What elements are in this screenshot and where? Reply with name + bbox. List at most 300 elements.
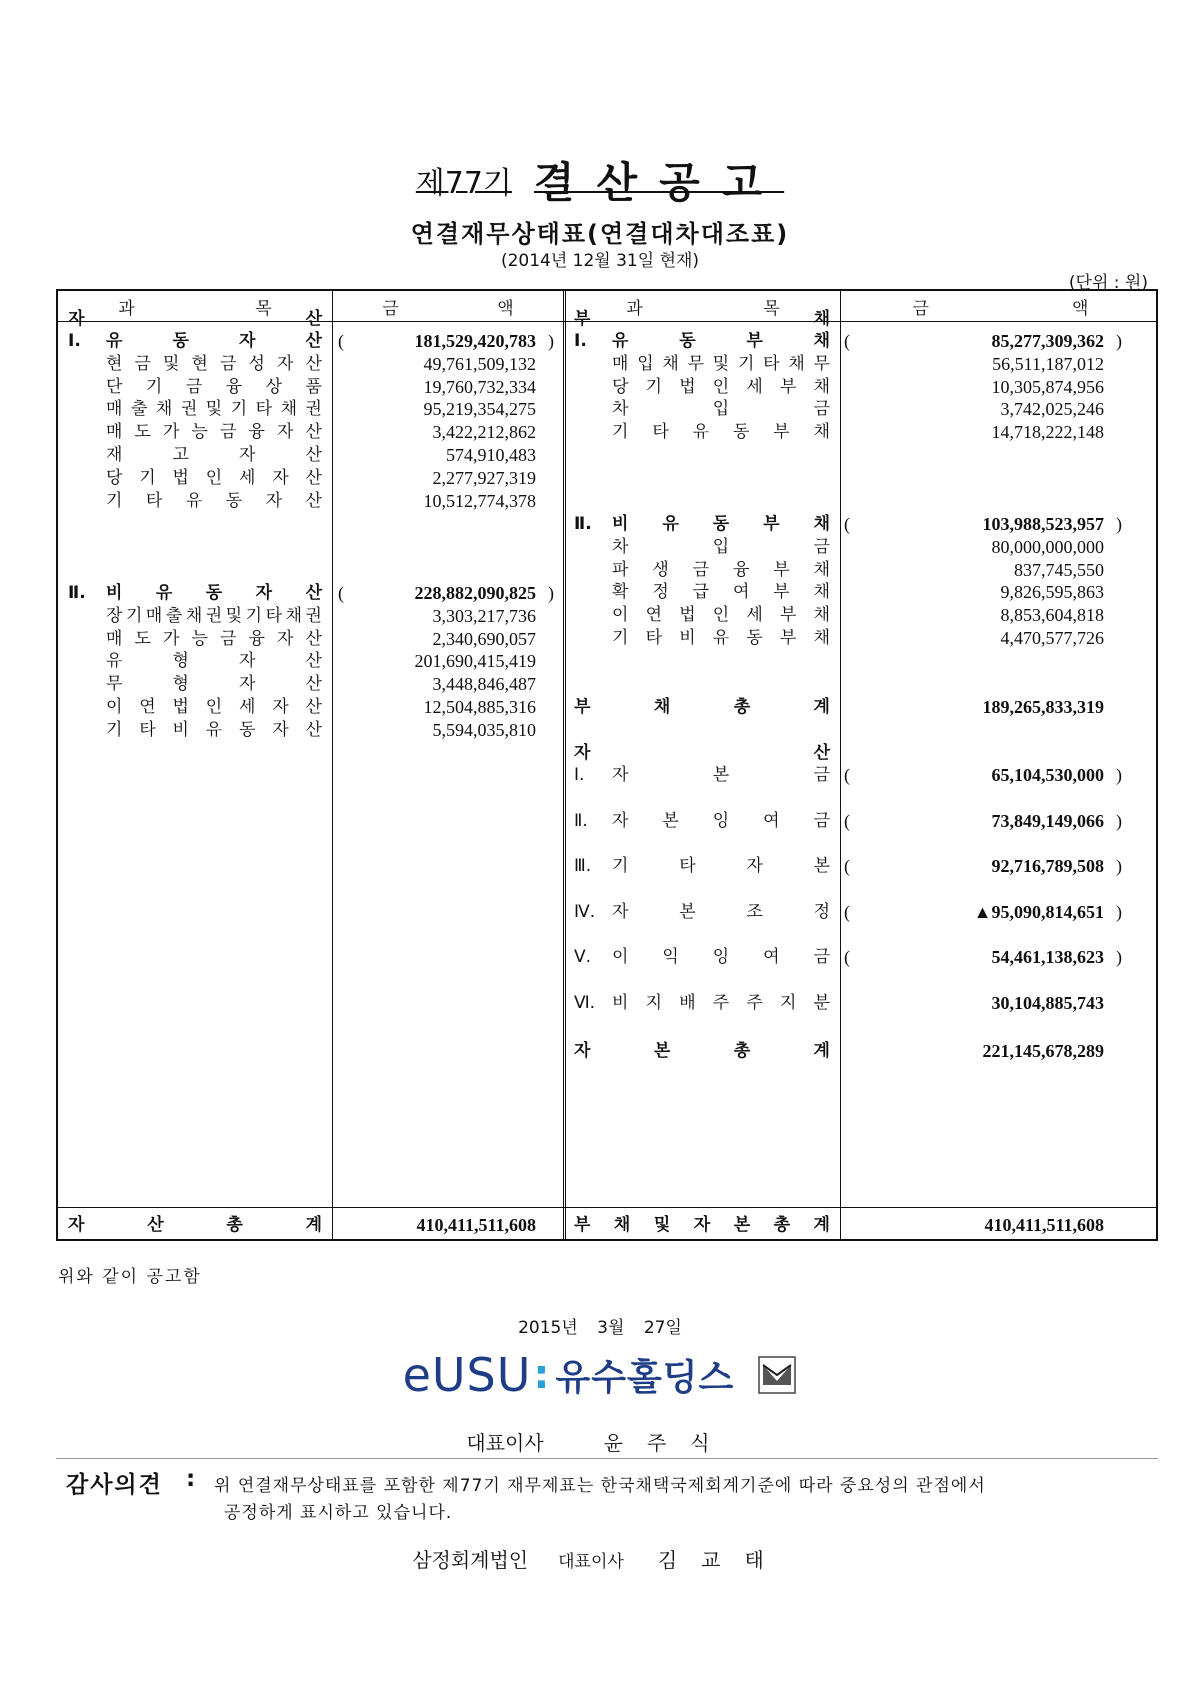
title-block <box>0 150 1200 210</box>
close-paren: ) <box>548 583 554 603</box>
amount-value: 73,849,149,066 <box>991 810 1104 831</box>
label-char: 금 <box>813 947 830 968</box>
amount-value: 19,760,732,334 <box>423 376 536 397</box>
label-char: 계 <box>813 1215 830 1235</box>
label-char: 채 <box>662 353 679 374</box>
label-char: 비 <box>679 628 696 648</box>
label-char: 단 <box>106 376 123 397</box>
amount-value: 837,745,550 <box>1014 559 1104 580</box>
label-char: 자 <box>746 856 763 877</box>
row-asset-item <box>106 352 322 377</box>
row-total-liabilities-equity <box>574 1213 830 1238</box>
label-char: 기 <box>106 719 123 740</box>
label-char: 자 <box>612 901 629 922</box>
amount-value: 2,277,927,319 <box>432 467 536 488</box>
close-paren: ) <box>1116 514 1122 534</box>
open-paren: ( <box>338 583 344 603</box>
header-char: 액 <box>497 299 514 319</box>
header-char: 목 <box>763 299 780 319</box>
label-char: 산 <box>305 309 322 329</box>
label-char: 본 <box>679 901 696 922</box>
label-char: 동 <box>712 514 730 534</box>
roman-numeral: Ⅱ. <box>68 583 86 603</box>
label-char: 무 <box>813 353 830 374</box>
amount-value: 181,529,420,783 <box>414 331 536 351</box>
label-char: 채 <box>813 582 830 603</box>
label-char: 산 <box>305 422 322 443</box>
row-equity-item <box>612 945 830 970</box>
label-char: 장 <box>106 605 123 626</box>
label-char: 능 <box>191 628 208 649</box>
header-char: 목 <box>255 299 272 319</box>
label-char: 자 <box>612 765 629 785</box>
close-paren: ) <box>1116 810 1122 831</box>
label-char: 금 <box>134 353 151 374</box>
label-char: 법 <box>172 697 189 717</box>
label-char: 채 <box>813 422 830 443</box>
label-char: 조 <box>746 901 763 922</box>
label-char: 채 <box>813 605 830 626</box>
row-asset-item <box>106 627 322 652</box>
logo-wordmark: eUSU <box>402 1348 532 1402</box>
label-char: 연 <box>139 697 156 717</box>
label-char: 주 <box>746 993 763 1013</box>
roman-numeral: Ⅵ. <box>574 993 596 1013</box>
row-noncurrent-liabilities <box>612 512 830 537</box>
roman-numeral: Ⅳ. <box>574 901 596 922</box>
label-char: 기 <box>612 628 629 648</box>
label-char: 입 <box>712 399 730 420</box>
label-char: 동 <box>732 422 750 443</box>
open-paren: ( <box>844 901 850 922</box>
roman-numeral: Ⅰ. <box>574 765 585 785</box>
label-char: 금 <box>813 536 830 557</box>
label-char: 채 <box>155 399 173 420</box>
label-char: 타 <box>255 399 273 420</box>
label-char: 계 <box>813 697 830 717</box>
label-char: 정 <box>813 901 830 922</box>
label-char: 채 <box>813 559 830 580</box>
label-char: 타 <box>145 490 163 511</box>
label-char: 출 <box>130 399 148 420</box>
label-char: 배 <box>679 993 696 1013</box>
label-char: 유 <box>712 628 730 648</box>
row-asset-item <box>106 695 322 720</box>
label-char: 여 <box>763 810 780 831</box>
label-char: 법 <box>679 376 696 397</box>
label-char: 및 <box>712 353 730 374</box>
row-liability-item <box>612 603 830 628</box>
row-total-equity <box>574 1039 830 1064</box>
amount-value: 92,716,789,508 <box>991 856 1104 877</box>
label-char: 타 <box>679 856 696 877</box>
amount-value: 54,461,138,623 <box>991 947 1104 968</box>
label-char: 동 <box>746 628 763 648</box>
notice-title <box>416 150 784 210</box>
label-char: 세 <box>239 467 256 488</box>
row-liability-item <box>612 375 830 400</box>
label-char: 출 <box>165 605 183 626</box>
label-char: 금 <box>220 422 237 443</box>
label-char: 현 <box>191 353 208 374</box>
as-of-date: (2014년 12월 31일 현재) <box>500 251 700 271</box>
amount-value: 85,277,309,362 <box>991 331 1104 351</box>
divider-line <box>56 1458 1158 1459</box>
label-char: 금 <box>220 628 237 649</box>
label-char: 부 <box>773 422 790 443</box>
label-char: 잉 <box>712 810 730 831</box>
label-char: 본 <box>712 765 730 785</box>
label-char: 차 <box>612 536 629 557</box>
label-char: 상 <box>265 376 283 397</box>
company-seal-icon <box>757 1355 797 1395</box>
row-asset-item <box>106 604 322 629</box>
amount-value: 4,470,577,726 <box>1000 628 1104 648</box>
label-char: 부 <box>574 1215 591 1235</box>
label-char: 유 <box>155 583 173 603</box>
label-char: 총 <box>733 1041 751 1061</box>
label-char: 융 <box>732 559 750 580</box>
auditor-signature-line <box>0 1544 1200 1573</box>
label-char: 가 <box>163 628 180 649</box>
balance-sheet-table <box>56 289 1158 1241</box>
label-char: 부 <box>779 376 797 397</box>
label-char: 총 <box>733 697 751 717</box>
label-char: 무 <box>687 353 704 374</box>
label-char: 융 <box>248 628 265 649</box>
label-char: 기 <box>612 856 629 877</box>
amount-value: 3,422,212,862 <box>432 422 536 443</box>
label-char: 금 <box>185 376 203 397</box>
open-paren: ( <box>338 331 344 351</box>
label-char: 채 <box>285 605 303 626</box>
row-total-liabilities <box>574 695 830 720</box>
label-char: 자 <box>574 743 591 763</box>
row-noncurrent-assets <box>106 581 322 606</box>
open-paren: ( <box>844 331 850 351</box>
label-char: 자 <box>612 810 629 831</box>
amount-value: 65,104,530,000 <box>991 765 1104 785</box>
announcement-text: 위와 같이 공고함 <box>58 1267 202 1287</box>
label-char: 기 <box>612 422 629 443</box>
row-equity-item <box>612 900 830 925</box>
row-current-liabilities <box>612 329 830 354</box>
audit-opinion-text: 위 연결재무상태표를 포함한 제77기 재무제표는 한국채택국제회계기준에 따라 중요성의 관점에서 <box>214 1476 986 1496</box>
ceo-name: 윤주식 <box>603 1431 734 1455</box>
label-char: 이 <box>612 605 629 626</box>
label-char: 주 <box>712 993 730 1013</box>
label-char: 재 <box>106 445 123 465</box>
open-paren: ( <box>844 856 850 877</box>
close-paren: ) <box>1116 765 1122 785</box>
label-char: 품 <box>305 376 322 397</box>
label-char: 차 <box>612 399 629 420</box>
label-char: 도 <box>134 628 151 649</box>
label-char: 인 <box>712 605 730 626</box>
label-char: 자 <box>272 719 289 740</box>
label-char: 자 <box>265 490 283 511</box>
total-divider <box>58 1207 1156 1208</box>
close-paren: ) <box>548 331 554 351</box>
label-char: 비 <box>612 993 629 1013</box>
label-char: 잉 <box>712 947 730 968</box>
label-char: 고 <box>172 445 189 465</box>
label-char: 산 <box>305 331 322 351</box>
auditor-title: 대표이사 <box>558 1552 624 1572</box>
company-name-korean: 유수홀딩스 <box>555 1357 735 1399</box>
row-liability-item <box>612 558 830 583</box>
label-char: 현 <box>106 353 123 374</box>
label-char: 동 <box>239 719 256 740</box>
label-char: 본 <box>733 1215 751 1235</box>
unit-label: (단위 : 원) <box>1068 273 1148 293</box>
label-char: 권 <box>305 605 322 626</box>
label-char: 채 <box>813 331 830 351</box>
label-char: 채 <box>788 353 805 374</box>
label-char: 산 <box>305 719 322 740</box>
label-char: 산 <box>305 697 322 717</box>
label-char: 산 <box>305 628 322 649</box>
label-char: 유 <box>205 719 223 740</box>
label-char: 기 <box>645 376 663 397</box>
header-char: 과 <box>118 299 135 319</box>
label-char: 정 <box>652 582 669 603</box>
label-char: 동 <box>205 583 223 603</box>
close-paren: ) <box>1116 331 1122 351</box>
label-char: 능 <box>191 422 208 443</box>
amount-value: 103,988,523,957 <box>982 514 1104 534</box>
amount-value: 8,853,604,818 <box>1000 605 1104 626</box>
label-char: 금 <box>813 399 830 420</box>
label-char: 기 <box>106 490 123 511</box>
label-char: 무 <box>106 674 123 695</box>
roman-numeral: Ⅲ. <box>574 856 592 877</box>
amount-value: 14,718,222,148 <box>991 422 1104 443</box>
open-paren: ( <box>844 765 850 785</box>
label-char: 부 <box>779 605 797 626</box>
amount-value: 10,305,874,956 <box>991 376 1104 397</box>
row-asset-item <box>106 420 322 445</box>
ceo-signature-line <box>0 1427 1200 1456</box>
label-char: 인 <box>712 376 730 397</box>
label-char: 자 <box>68 309 85 329</box>
label-char: 산 <box>305 674 322 695</box>
label-char: 입 <box>637 353 654 374</box>
label-char: 기 <box>230 399 248 420</box>
label-char: 산 <box>813 743 830 763</box>
amount-value: 410,411,511,608 <box>984 1215 1104 1235</box>
row-asset-item <box>106 718 322 743</box>
label-char: 및 <box>225 605 243 626</box>
logo-colon: : <box>533 1352 550 1398</box>
label-char: 당 <box>612 376 629 397</box>
header-char: 과 <box>626 299 643 319</box>
label-char: 산 <box>305 353 322 374</box>
row-liability-item <box>612 397 830 422</box>
label-char: 본 <box>653 1041 671 1061</box>
period-label: 제77기 <box>415 166 512 201</box>
label-char: 채 <box>613 1215 631 1235</box>
amount-value: ▲95,090,814,651 <box>973 901 1104 922</box>
label-char: 기 <box>737 353 755 374</box>
center-double-divider <box>563 291 566 1239</box>
close-paren: ) <box>1116 901 1122 922</box>
ceo-title: 대표이사 <box>466 1431 544 1455</box>
row-asset-item <box>106 443 322 468</box>
label-char: 채 <box>813 376 830 397</box>
roman-numeral: Ⅴ. <box>574 947 592 968</box>
label-char: 비 <box>106 583 123 603</box>
label-char: 부 <box>574 309 591 329</box>
amount-value: 3,303,217,736 <box>432 605 536 626</box>
label-char: 비 <box>612 514 629 534</box>
label-char: 융 <box>248 422 265 443</box>
header-amount <box>841 294 1160 319</box>
close-paren: ) <box>1116 947 1122 968</box>
label-char: 채 <box>813 309 830 329</box>
audit-colon: : <box>186 1466 196 1492</box>
label-char: 세 <box>746 605 763 626</box>
roman-numeral: Ⅰ. <box>574 331 587 351</box>
auditor-name: 김교태 <box>657 1548 788 1572</box>
label-char: 동 <box>225 490 243 511</box>
label-char: 자 <box>277 628 294 649</box>
label-char: 금 <box>813 810 830 831</box>
row-liability-item <box>612 535 830 560</box>
amount-value: 221,145,678,289 <box>982 1041 1104 1061</box>
label-char: 금 <box>220 353 237 374</box>
label-char: 매 <box>106 422 123 443</box>
amount-value: 228,882,090,825 <box>414 583 536 603</box>
label-char: 자 <box>68 1215 85 1235</box>
label-char: 이 <box>106 697 123 717</box>
label-char: 산 <box>305 583 322 603</box>
label-char: 세 <box>746 376 763 397</box>
label-char: 유 <box>185 490 203 511</box>
header-char: 금 <box>382 299 399 319</box>
label-char: 당 <box>106 467 123 488</box>
label-char: 유 <box>692 422 710 443</box>
label-char: 지 <box>645 993 663 1013</box>
company-logo <box>0 1348 1200 1402</box>
label-char: 본 <box>662 810 679 831</box>
row-asset-item <box>106 649 322 674</box>
label-char: 부 <box>746 331 763 351</box>
label-char: 부 <box>574 697 591 717</box>
label-char: 자 <box>272 697 289 717</box>
label-char: 타 <box>763 353 780 374</box>
amount-value: 189,265,833,319 <box>982 697 1104 717</box>
label-char: 여 <box>763 947 780 968</box>
label-char: 유 <box>106 331 123 351</box>
row-asset-item <box>106 375 322 400</box>
amount-value: 574,910,483 <box>446 445 536 465</box>
label-char: 기 <box>139 467 156 488</box>
label-char: 세 <box>239 697 256 717</box>
label-char: 자 <box>239 651 256 672</box>
label-char: 권 <box>205 605 223 626</box>
label-char: 분 <box>813 993 830 1013</box>
label-char: 유 <box>662 514 679 534</box>
label-char: 파 <box>612 559 629 580</box>
label-char: 형 <box>172 651 189 672</box>
header-amount <box>333 294 563 319</box>
label-char: 지 <box>779 993 797 1013</box>
header-char: 금 <box>912 299 929 319</box>
amount-value: 30,104,885,743 <box>991 993 1104 1013</box>
amount-value: 410,411,511,608 <box>416 1215 536 1235</box>
label-char: 채 <box>185 605 203 626</box>
label-char: 유 <box>612 331 629 351</box>
statement-subtitle: 연결재무상태표(연결대차대조표) <box>410 220 790 248</box>
label-char: 자 <box>272 467 289 488</box>
amount-value: 80,000,000,000 <box>991 536 1104 557</box>
amount-value: 3,742,025,246 <box>1000 399 1104 420</box>
open-paren: ( <box>844 810 850 831</box>
label-char: 법 <box>679 605 696 626</box>
label-char: 융 <box>225 376 243 397</box>
column-divider <box>840 291 841 1239</box>
label-char: 산 <box>147 1215 164 1235</box>
row-total-assets <box>68 1213 322 1238</box>
label-char: 자 <box>239 331 256 351</box>
label-char: 타 <box>265 605 283 626</box>
label-char: 기 <box>245 605 263 626</box>
label-char: 자 <box>277 422 294 443</box>
open-paren: ( <box>844 947 850 968</box>
row-asset-item <box>106 489 322 514</box>
label-char: 연 <box>645 605 663 626</box>
label-char: 및 <box>653 1215 671 1235</box>
label-char: 비 <box>172 719 189 740</box>
label-char: 가 <box>163 422 180 443</box>
header-char: 액 <box>1072 299 1089 319</box>
label-char: 익 <box>662 947 679 968</box>
row-liability-item <box>612 420 830 445</box>
label-char: 부 <box>779 628 797 648</box>
amount-value: 49,761,509,132 <box>423 353 536 374</box>
row-equity-item <box>612 991 830 1016</box>
label-char: 자 <box>239 445 256 465</box>
label-char: 동 <box>679 331 696 351</box>
label-char: 총 <box>773 1215 791 1235</box>
roman-numeral: Ⅱ. <box>574 810 588 831</box>
roman-numeral: Ⅰ. <box>68 331 81 351</box>
label-char: 및 <box>163 353 180 374</box>
label-char: 부 <box>763 514 780 534</box>
label-char: 자 <box>277 353 294 374</box>
amount-value: 2,340,690,057 <box>432 628 536 649</box>
roman-numeral: Ⅱ. <box>574 514 592 534</box>
title-text: 결산공고 <box>533 158 785 207</box>
label-char: 자 <box>574 1041 591 1061</box>
label-char: 본 <box>813 856 830 877</box>
label-char: 총 <box>226 1215 243 1235</box>
label-char: 이 <box>612 947 629 968</box>
label-char: 매 <box>145 605 163 626</box>
label-char: 타 <box>652 422 669 443</box>
row-asset-item <box>106 672 322 697</box>
row-liability-item <box>612 580 830 605</box>
label-char: 계 <box>813 1041 830 1061</box>
label-char: 채 <box>653 697 671 717</box>
label-char: 매 <box>106 628 123 649</box>
amount-value: 56,511,187,012 <box>992 353 1104 374</box>
amount-value: 3,448,846,487 <box>432 674 536 695</box>
label-char: 동 <box>172 331 189 351</box>
label-char: 법 <box>172 467 189 488</box>
label-char: 산 <box>305 490 322 511</box>
